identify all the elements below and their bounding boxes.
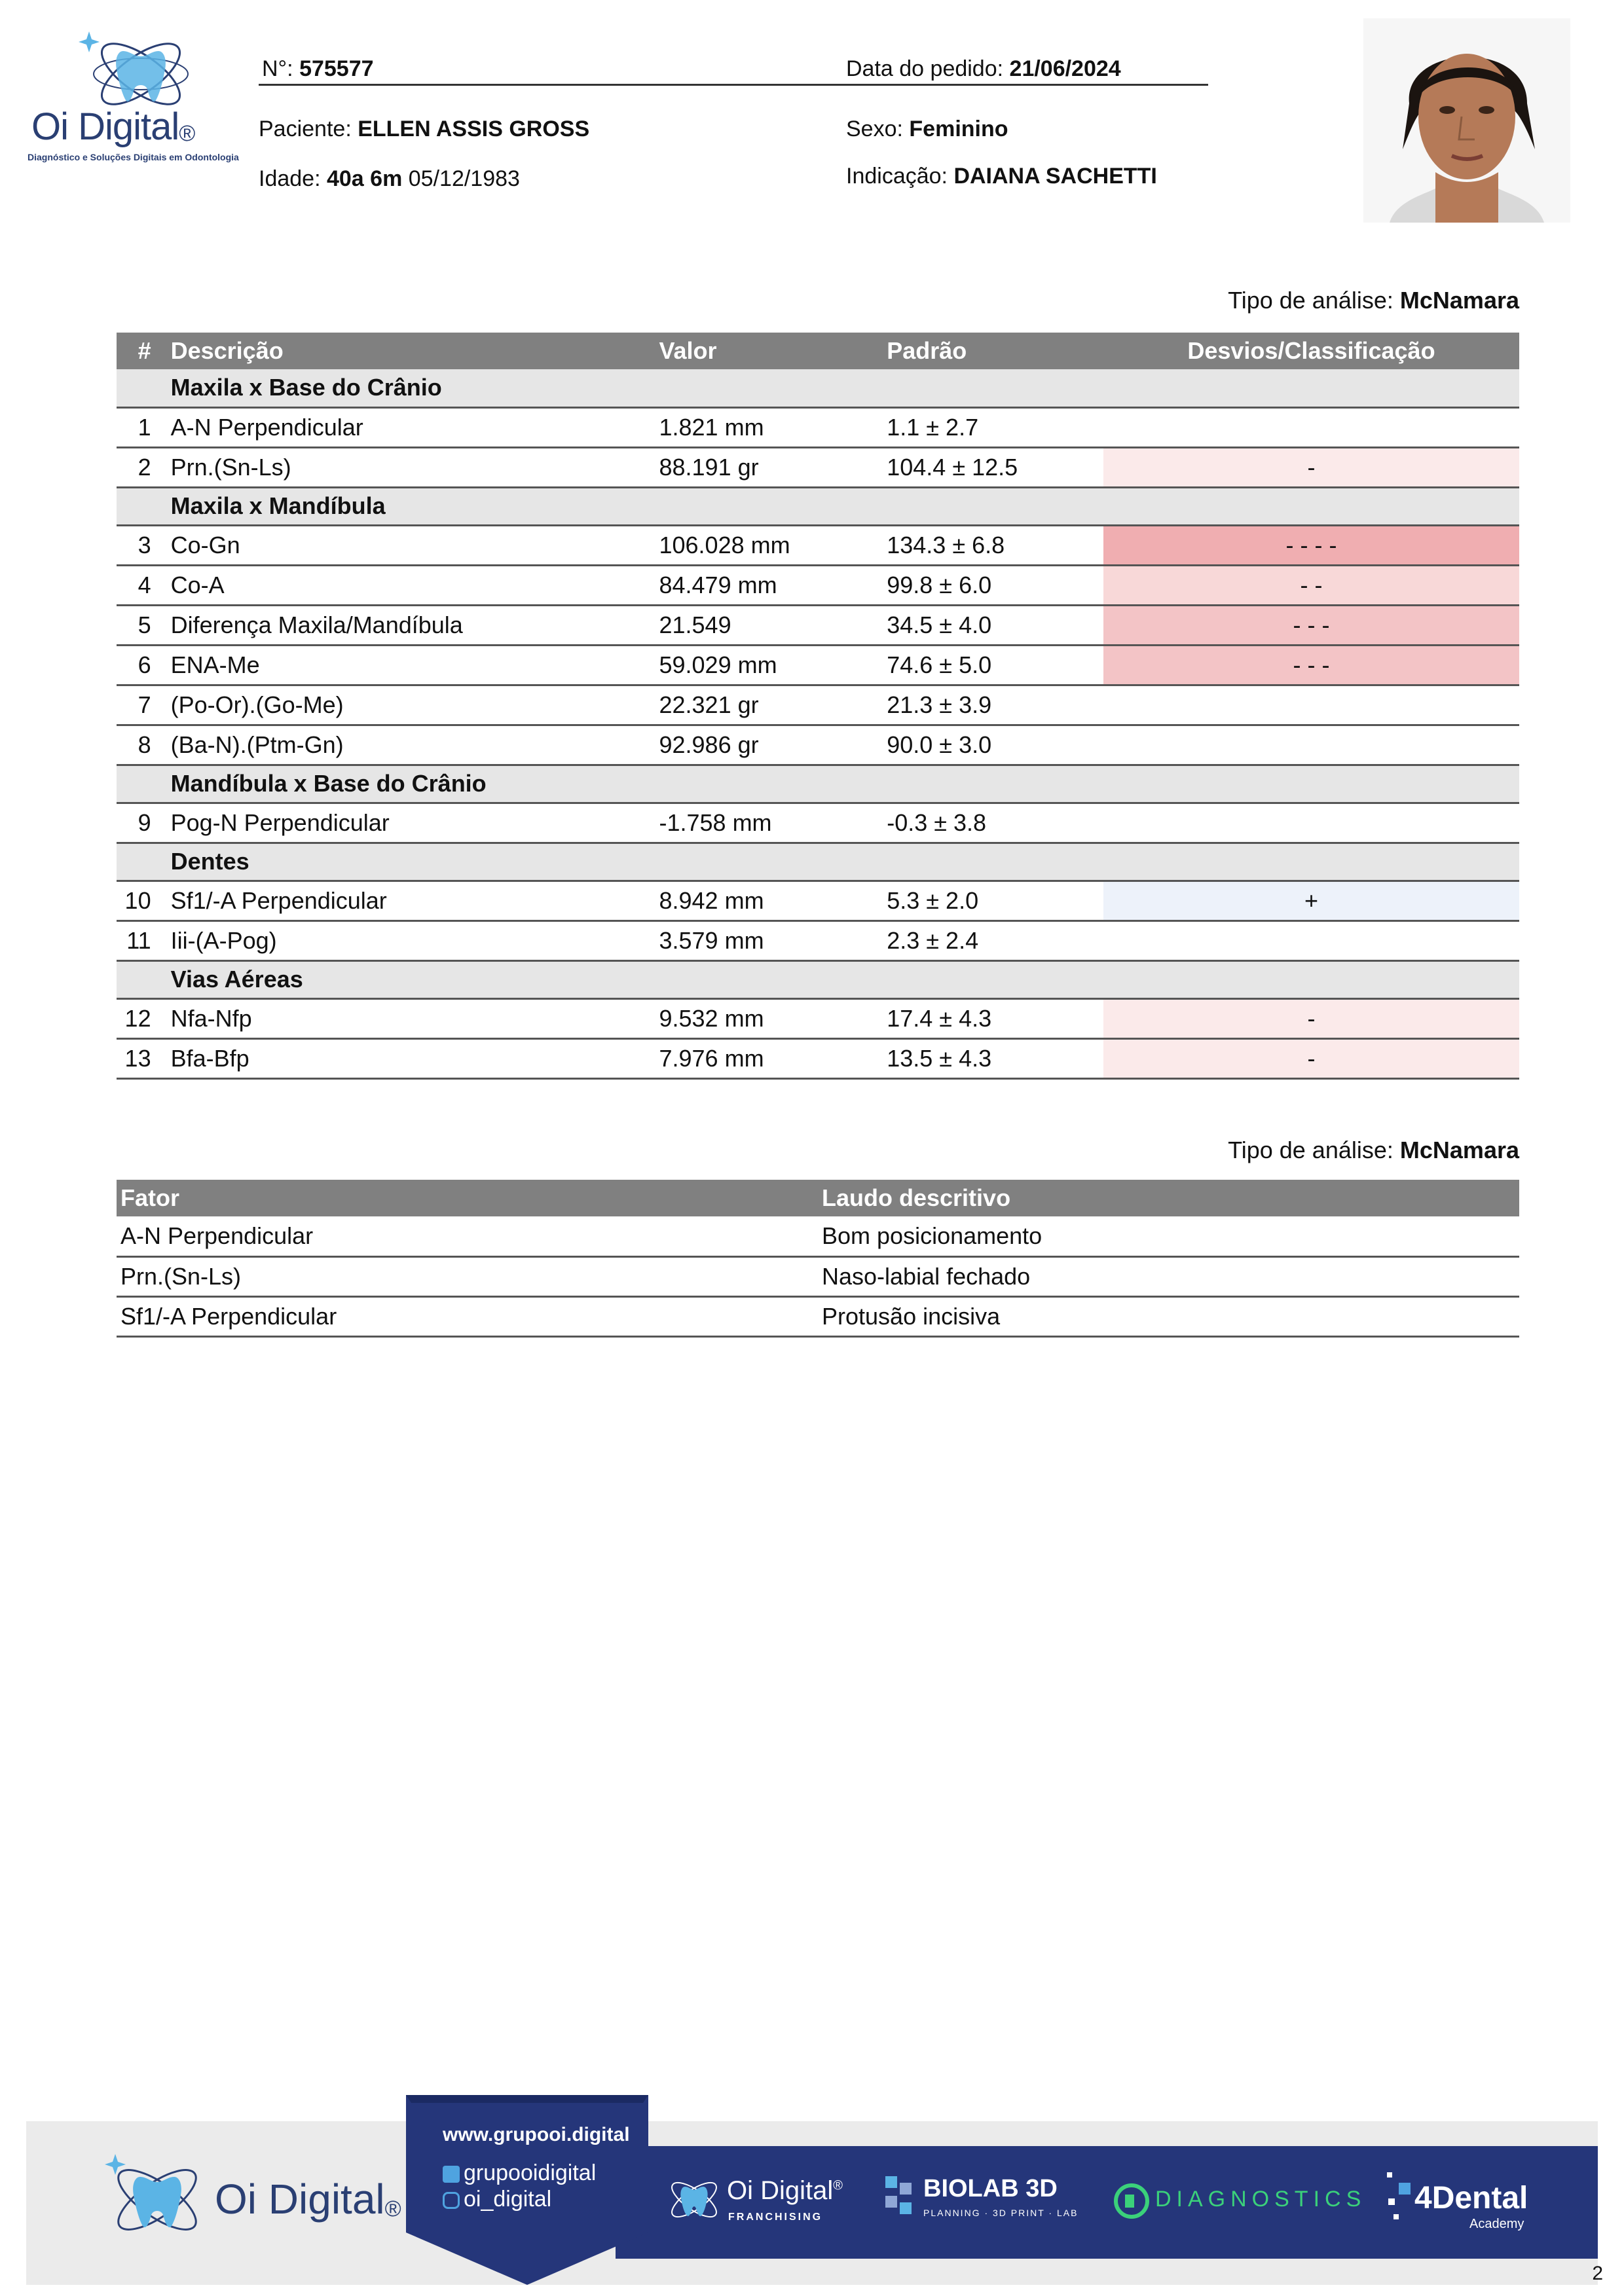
row-deviation (1103, 407, 1519, 447)
patient-photo (1363, 18, 1570, 223)
row-value: 84.479 mm (651, 565, 879, 605)
row-deviation (1103, 685, 1519, 725)
instagram-icon (443, 2192, 460, 2209)
group-title: Maxila x Base do Crânio (163, 369, 1519, 407)
table-row (117, 565, 1519, 605)
row-description: Prn.(Sn-Ls) (163, 447, 652, 487)
row-value: 22.321 gr (651, 685, 879, 725)
laudo-row (117, 1296, 1519, 1336)
row-number: 3 (117, 525, 163, 565)
col-factor: Fator (117, 1180, 814, 1216)
row-description: ENA-Me (163, 645, 652, 685)
laudo-factor: Prn.(Sn-Ls) (117, 1256, 814, 1296)
laudo-description: Bom posicionamento (814, 1216, 1519, 1256)
analysis-type: Tipo de análise: McNamara (1228, 287, 1519, 314)
row-value: 88.191 gr (651, 447, 879, 487)
row-value: 106.028 mm (651, 525, 879, 565)
table-row (117, 1038, 1519, 1078)
row-standard: 17.4 ± 4.3 (879, 998, 1103, 1038)
row-number: 10 (117, 881, 163, 920)
row-standard: 134.3 ± 6.8 (879, 525, 1103, 565)
row-deviation: - - - - (1103, 525, 1519, 565)
row-description: Iii-(A-Pog) (163, 920, 652, 960)
row-standard: 5.3 ± 2.0 (879, 881, 1103, 920)
table-row (117, 803, 1519, 843)
row-description: (Ba-N).(Ptm-Gn) (163, 725, 652, 765)
row-standard: 13.5 ± 4.3 (879, 1038, 1103, 1078)
footer-tooth-atom-icon (98, 2141, 216, 2252)
patient-age: Idade: 40a 6m 05/12/1983 (259, 166, 520, 191)
row-number: 11 (117, 920, 163, 960)
row-value: 59.029 mm (651, 645, 879, 685)
row-description: (Po-Or).(Go-Me) (163, 685, 652, 725)
col-value: Valor (651, 333, 879, 369)
col-standard: Padrão (879, 333, 1103, 369)
row-standard: 104.4 ± 12.5 (879, 447, 1103, 487)
row-standard: 2.3 ± 2.4 (879, 920, 1103, 960)
col-description: Descrição (163, 333, 652, 369)
group-title: Maxila x Mandíbula (163, 487, 1519, 525)
table-header-row (117, 333, 1519, 369)
laudo-description: Protusão incisiva (814, 1296, 1519, 1336)
row-deviation: - (1103, 998, 1519, 1038)
row-standard: 34.5 ± 4.0 (879, 605, 1103, 645)
row-value: 21.549 (651, 605, 879, 645)
group-spacer (117, 843, 163, 881)
row-number: 8 (117, 725, 163, 765)
row-deviation (1103, 803, 1519, 843)
biolab-subtitle: PLANNING · 3D PRINT · LAB (923, 2208, 1079, 2218)
franchising-brand: Oi Digital® (727, 2176, 843, 2205)
table-row (117, 998, 1519, 1038)
laudo-factor: A-N Perpendicular (117, 1216, 814, 1256)
order-number: N°: 575577 (262, 56, 374, 81)
table-row (117, 645, 1519, 685)
row-value: 3.579 mm (651, 920, 879, 960)
group-spacer (117, 487, 163, 525)
footer-brand-name: Oi Digital® (215, 2176, 401, 2223)
row-value: 8.942 mm (651, 881, 879, 920)
row-deviation: - - - (1103, 605, 1519, 645)
laudo-analysis-type: Tipo de análise: McNamara (1228, 1137, 1519, 1163)
row-description: Pog-N Perpendicular (163, 803, 652, 843)
biolab-icon (883, 2174, 915, 2219)
table-row (117, 447, 1519, 487)
group-spacer (117, 369, 163, 407)
table-row (117, 407, 1519, 447)
row-value: 7.976 mm (651, 1038, 879, 1078)
row-description: Sf1/-A Perpendicular (163, 881, 652, 920)
row-value: 9.532 mm (651, 998, 879, 1038)
franchising-tooth-icon (661, 2167, 727, 2232)
row-number: 12 (117, 998, 163, 1038)
row-standard: 74.6 ± 5.0 (879, 645, 1103, 685)
laudo-header-row (117, 1180, 1519, 1216)
dental-subtitle: Academy (1469, 2217, 1524, 2231)
table-row (117, 725, 1519, 765)
row-description: A-N Perpendicular (163, 407, 652, 447)
laudo-factor: Sf1/-A Perpendicular (117, 1296, 814, 1336)
row-number: 2 (117, 447, 163, 487)
table-row (117, 881, 1519, 920)
referral: Indicação: DAIANA SACHETTI (846, 164, 1157, 189)
group-row (117, 960, 1519, 998)
patient-name: Paciente: ELLEN ASSIS GROSS (259, 117, 590, 141)
header-divider (259, 84, 1208, 86)
col-number: # (117, 333, 163, 369)
diagnostics-brand: DIAGNOSTICS (1155, 2187, 1367, 2212)
group-row (117, 487, 1519, 525)
row-deviation: - - (1103, 565, 1519, 605)
row-standard: 90.0 ± 3.0 (879, 725, 1103, 765)
brand-name: Oi Digital® (31, 105, 195, 148)
col-deviation: Desvios/Classificação (1103, 333, 1519, 369)
group-title: Dentes (163, 843, 1519, 881)
table-row (117, 920, 1519, 960)
row-number: 6 (117, 645, 163, 685)
cephalometric-table (117, 333, 1519, 1080)
dental-brand: 4Dental (1414, 2181, 1528, 2215)
row-value: -1.758 mm (651, 803, 879, 843)
row-description: Co-Gn (163, 525, 652, 565)
row-deviation: - (1103, 1038, 1519, 1078)
row-number: 7 (117, 685, 163, 725)
table-row (117, 605, 1519, 645)
row-value: 1.821 mm (651, 407, 879, 447)
row-deviation (1103, 725, 1519, 765)
group-row (117, 765, 1519, 803)
biolab-brand: BIOLAB 3D (923, 2175, 1058, 2202)
footer-facebook[interactable]: grupooidigital (443, 2160, 596, 2186)
laudo-row (117, 1256, 1519, 1296)
row-deviation: - (1103, 447, 1519, 487)
row-standard: 1.1 ± 2.7 (879, 407, 1103, 447)
brand-tagline: Diagnóstico e Soluções Digitais em Odontologia (28, 152, 239, 162)
footer-instagram[interactable]: oi_digital (443, 2187, 551, 2212)
group-row (117, 369, 1519, 407)
row-number: 4 (117, 565, 163, 605)
laudo-description: Naso-labial fechado (814, 1256, 1519, 1296)
row-number: 1 (117, 407, 163, 447)
row-number: 13 (117, 1038, 163, 1078)
row-description: Diferença Maxila/Mandíbula (163, 605, 652, 645)
dental-academy-icon (1383, 2168, 1416, 2227)
row-description: Nfa-Nfp (163, 998, 652, 1038)
group-title: Mandíbula x Base do Crânio (163, 765, 1519, 803)
row-standard: 99.8 ± 6.0 (879, 565, 1103, 605)
row-standard: -0.3 ± 3.8 (879, 803, 1103, 843)
table-row (117, 685, 1519, 725)
table-row (117, 525, 1519, 565)
laudo-table (117, 1180, 1519, 1338)
row-deviation: - - - (1103, 645, 1519, 685)
diagnostics-icon (1113, 2183, 1150, 2219)
row-deviation: + (1103, 881, 1519, 920)
facebook-icon (443, 2166, 460, 2183)
row-description: Co-A (163, 565, 652, 605)
group-spacer (117, 960, 163, 998)
group-spacer (117, 765, 163, 803)
row-deviation (1103, 920, 1519, 960)
footer-website[interactable]: www.grupooi.digital (443, 2124, 630, 2145)
order-date: Data do pedido: 21/06/2024 (846, 56, 1121, 81)
page-number: 2 (1592, 2263, 1603, 2284)
franchising-label: FRANCHISING (728, 2212, 823, 2223)
row-description: Bfa-Bfp (163, 1038, 652, 1078)
row-standard: 21.3 ± 3.9 (879, 685, 1103, 725)
group-title: Vias Aéreas (163, 960, 1519, 998)
row-number: 9 (117, 803, 163, 843)
row-value: 92.986 gr (651, 725, 879, 765)
row-number: 5 (117, 605, 163, 645)
col-report: Laudo descritivo (814, 1180, 1519, 1216)
laudo-row (117, 1216, 1519, 1256)
group-row (117, 843, 1519, 881)
patient-sex: Sexo: Feminino (846, 117, 1008, 141)
